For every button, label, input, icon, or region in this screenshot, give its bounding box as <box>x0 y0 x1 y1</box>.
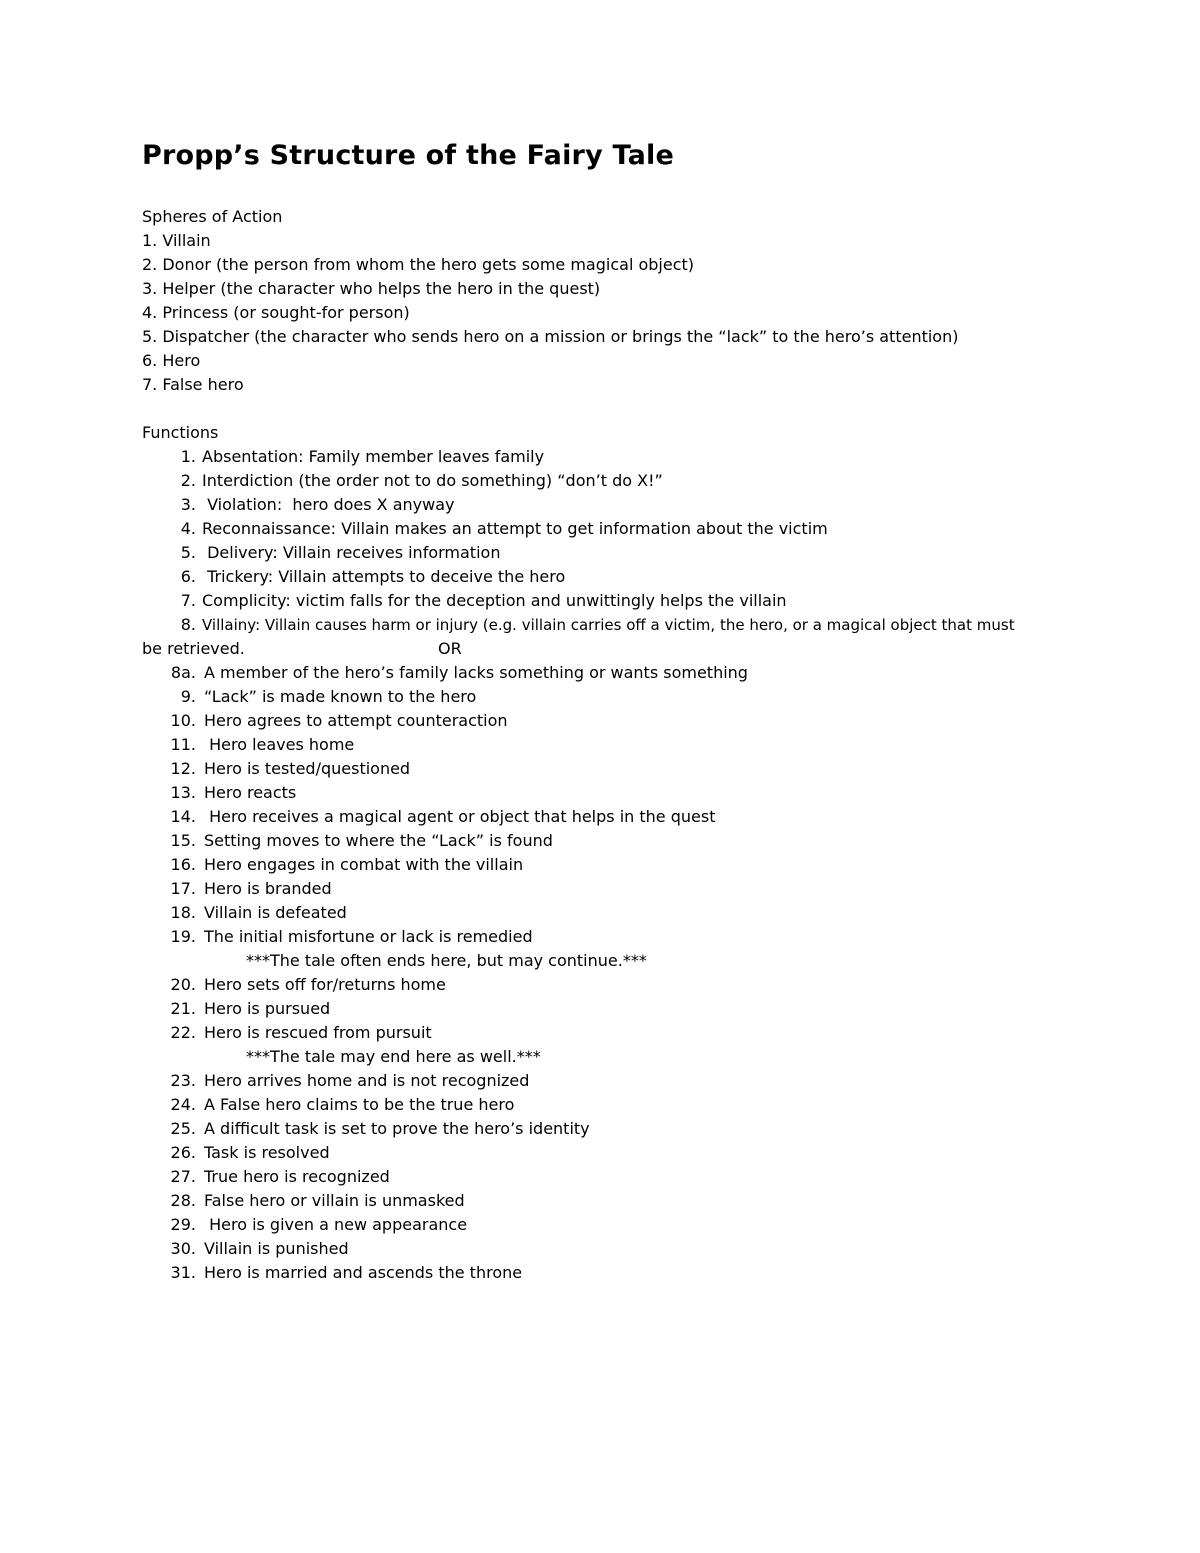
function-number: 4. <box>180 519 196 538</box>
sphere-item: 4. Princess (or sought-for person) <box>142 303 410 322</box>
function-item <box>142 1069 1062 1093</box>
sphere-item: 1. Villain <box>142 231 211 250</box>
function-text: Villain is punished <box>204 1239 349 1258</box>
function-number: 6. <box>180 567 196 586</box>
function-text: A False hero claims to be the true hero <box>204 1095 515 1114</box>
function-number: 26. <box>170 1143 196 1162</box>
function-item <box>142 493 1062 517</box>
function-number: 16. <box>170 855 196 874</box>
function-number: 2. <box>180 471 196 490</box>
function-number: 20. <box>170 975 196 994</box>
function-item <box>142 901 1062 925</box>
document-body <box>142 205 1062 1285</box>
function-text: Hero is branded <box>204 879 332 898</box>
function-item <box>142 1093 1062 1117</box>
function-number: 10. <box>170 711 196 730</box>
function-number: 27. <box>170 1167 196 1186</box>
function-number: 23. <box>170 1071 196 1090</box>
sphere-item: 6. Hero <box>142 351 201 370</box>
function-text: Hero receives a magical agent or object that helps in the quest <box>204 807 716 826</box>
function-number: 31. <box>170 1263 196 1282</box>
function-item <box>142 1189 1062 1213</box>
function-text: Task is resolved <box>204 1143 330 1162</box>
function-text: Interdiction (the order not to do something) “don’t do X!” <box>202 471 663 490</box>
function-item <box>142 997 1062 1021</box>
function-item <box>142 685 1062 709</box>
function-number: 18. <box>170 903 196 922</box>
function-number: 30. <box>170 1239 196 1258</box>
function-number: 8a. <box>170 663 196 682</box>
function-text: Hero is rescued from pursuit <box>204 1023 432 1042</box>
sphere-item: 3. Helper (the character who helps the hero in the quest) <box>142 279 601 298</box>
function-item <box>142 781 1062 805</box>
function-number: 14. <box>170 807 196 826</box>
function-item <box>142 565 1062 589</box>
function-number: 8. <box>180 615 196 634</box>
function-item-continuation <box>142 637 1062 661</box>
functions-list <box>142 445 1062 1285</box>
function-item <box>142 877 1062 901</box>
function-number: 28. <box>170 1191 196 1210</box>
function-number: 24. <box>170 1095 196 1114</box>
function-item <box>142 517 1062 541</box>
function-text: Hero agrees to attempt counteraction <box>204 711 508 730</box>
function-item <box>142 805 1062 829</box>
function-item <box>142 757 1062 781</box>
function-text: Hero is pursued <box>204 999 331 1018</box>
function-text: Setting moves to where the “Lack” is found <box>204 831 553 850</box>
function-number: 29. <box>170 1215 196 1234</box>
continuation-text: be retrieved. <box>142 639 245 658</box>
function-number: 9. <box>180 687 196 706</box>
note-line: ***The tale may end here as well.*** <box>246 1047 541 1066</box>
function-text: Hero is married and ascends the throne <box>204 1263 523 1282</box>
function-text: Delivery: Villain receives information <box>202 543 501 562</box>
function-text: Complicity: victim falls for the deception and unwittingly helps the villain <box>202 591 787 610</box>
function-item <box>142 661 1062 685</box>
function-item <box>142 541 1062 565</box>
function-number: 1. <box>180 447 196 466</box>
function-text: Villainy: Villain causes harm or injury (e.g. villain carries off a victim, the hero, or a magical object that must <box>202 616 1015 634</box>
functions-heading: Functions <box>142 423 219 442</box>
function-text: Hero arrives home and is not recognized <box>204 1071 530 1090</box>
function-item <box>142 709 1062 733</box>
function-number: 7. <box>180 591 196 610</box>
function-text: The initial misfortune or lack is remedied <box>204 927 533 946</box>
function-text: Trickery: Villain attempts to deceive the hero <box>202 567 566 586</box>
function-text: Hero is tested/questioned <box>204 759 411 778</box>
function-number: 5. <box>180 543 196 562</box>
function-number: 25. <box>170 1119 196 1138</box>
sphere-item: 2. Donor (the person from whom the hero gets some magical object) <box>142 255 695 274</box>
function-number: 19. <box>170 927 196 946</box>
or-label: OR <box>438 639 462 658</box>
function-text: Hero engages in combat with the villain <box>204 855 524 874</box>
function-number: 11. <box>170 735 196 754</box>
page-title: Propp’s Structure of the Fairy Tale <box>142 140 674 171</box>
spheres-heading: Spheres of Action <box>142 207 283 226</box>
function-item <box>142 1261 1062 1285</box>
function-item <box>142 613 1062 637</box>
function-number: 12. <box>170 759 196 778</box>
function-item <box>142 1021 1062 1045</box>
function-item <box>142 589 1062 613</box>
function-number: 3. <box>180 495 196 514</box>
function-text: Violation: hero does X anyway <box>202 495 455 514</box>
function-text: Hero sets off for/returns home <box>204 975 446 994</box>
function-item <box>142 1237 1062 1261</box>
function-item <box>142 445 1062 469</box>
function-number: 13. <box>170 783 196 802</box>
function-text: Hero leaves home <box>204 735 355 754</box>
function-item <box>142 1141 1062 1165</box>
function-item <box>142 733 1062 757</box>
function-text: Hero is given a new appearance <box>204 1215 468 1234</box>
function-number: 15. <box>170 831 196 850</box>
function-item <box>142 973 1062 997</box>
spacer <box>142 397 1062 421</box>
function-item <box>142 1117 1062 1141</box>
function-item <box>142 853 1062 877</box>
function-text: A difficult task is set to prove the hero’s identity <box>204 1119 590 1138</box>
function-text: Hero reacts <box>204 783 297 802</box>
function-text: Villain is defeated <box>204 903 347 922</box>
function-item <box>142 1213 1062 1237</box>
function-item <box>142 925 1062 949</box>
sphere-item: 5. Dispatcher (the character who sends hero on a mission or brings the “lack” to the hero’s attention) <box>142 327 959 346</box>
function-number: 22. <box>170 1023 196 1042</box>
function-item <box>142 469 1062 493</box>
function-item <box>142 1165 1062 1189</box>
function-text: Absentation: Family member leaves family <box>202 447 545 466</box>
function-text: False hero or villain is unmasked <box>204 1191 465 1210</box>
note-line: ***The tale often ends here, but may continue.*** <box>246 951 647 970</box>
sphere-item: 7. False hero <box>142 375 244 394</box>
function-text: “Lack” is made known to the hero <box>204 687 477 706</box>
function-item <box>142 829 1062 853</box>
function-text: True hero is recognized <box>204 1167 390 1186</box>
function-text: Reconnaissance: Villain makes an attempt to get information about the victim <box>202 519 828 538</box>
spheres-list <box>142 229 1062 397</box>
function-number: 21. <box>170 999 196 1018</box>
function-number: 17. <box>170 879 196 898</box>
function-text: A member of the hero’s family lacks something or wants something <box>204 663 748 682</box>
